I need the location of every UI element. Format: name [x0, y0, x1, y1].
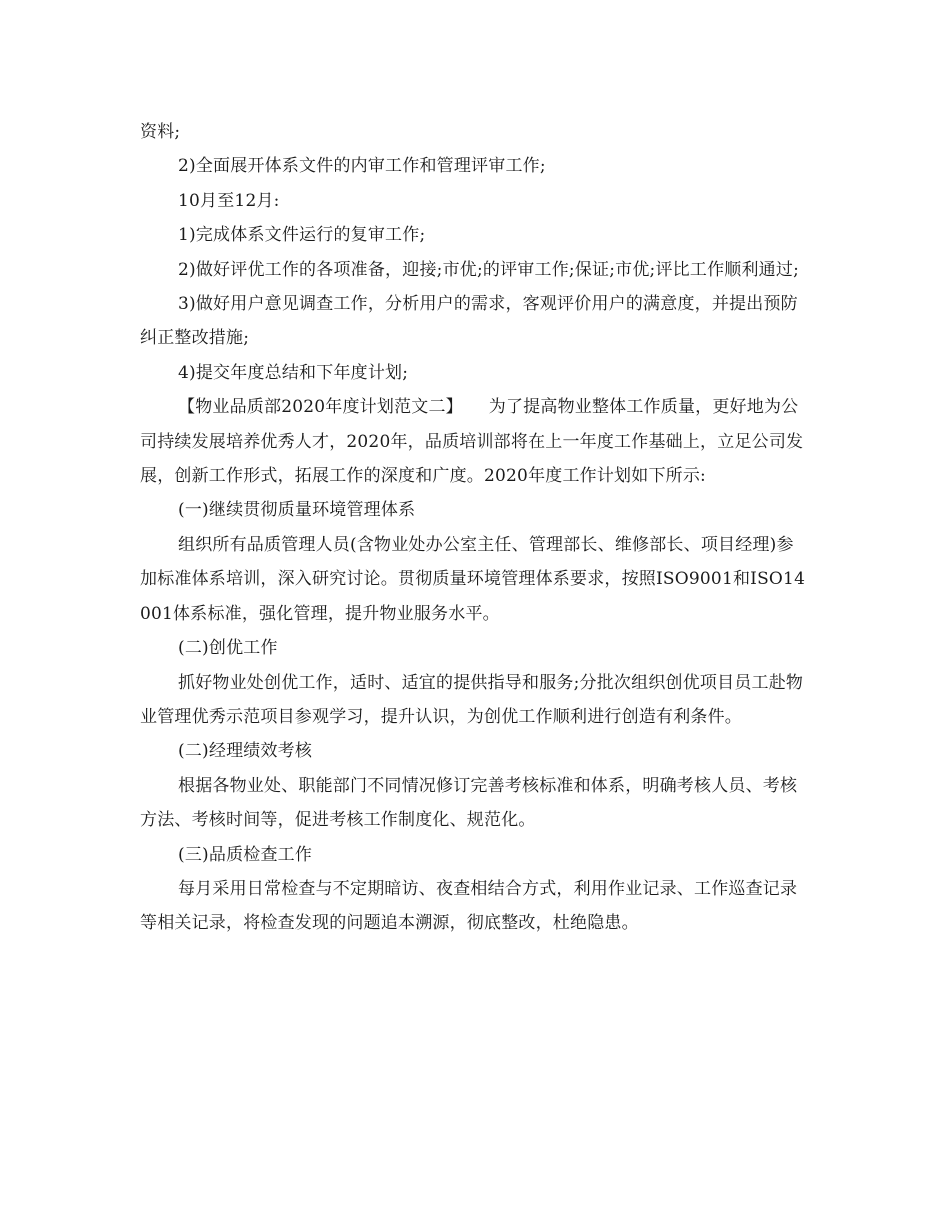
- paragraph: 1)完成体系文件运行的复审工作;: [178, 225, 426, 246]
- paragraph: 资料;: [140, 122, 181, 142]
- section-heading: (二)经理绩效考核: [178, 741, 313, 762]
- paragraph: 组织所有品质管理人员(含物业处办公室主任、管理部长、维修部长、项目经理)参加标准体系培训，深入研究讨论。贯彻质量环境管理体系要求，按照ISO9001和ISO14001体系标准，强化管理，提升物业服务水平。: [140, 534, 806, 624]
- section-heading: (三)品质检查工作: [178, 844, 313, 865]
- paragraph: 抓好物业处创优工作，适时、适宜的提供指导和服务;分批次组织创优项目员工赴物业管理优秀示范项目参观学习，提升认识，为创优工作顺利进行创造有利条件。: [140, 672, 804, 727]
- paragraph: 【物业品质部2020年度计划范文二】 为了提高物业整体工作质量，更好地为公司持续发展培养优秀人才，2020年，品质培训部将在上一年度工作基础上，立足公司发展，创新工作形式，拓展工作的深度和广度。2020年度工作计划如下所示:: [140, 397, 804, 487]
- paragraph: 根据各物业处、职能部门不同情况修订完善考核标准和体系，明确考核人员、考核方法、考核时间等，促进考核工作制度化、规范化。: [140, 775, 798, 831]
- paragraph: 2)全面展开体系文件的内审工作和管理评审工作;: [178, 156, 546, 177]
- paragraph: 3)做好用户意见调查工作，分析用户的需求，客观评价用户的满意度，并提出预防纠正整改措施;: [140, 294, 798, 349]
- paragraph: 4)提交年度总结和下年度计划;: [178, 362, 409, 383]
- paragraph: 每月采用日常检查与不定期暗访、夜查相结合方式，利用作业记录、工作巡查记录等相关记录，将检查发现的问题追本溯源，彻底整改，杜绝隐患。: [140, 878, 798, 934]
- document-body: [140, 115, 808, 941]
- paragraph: 2)做好评优工作的各项准备，迎接;市优;的评审工作;保证;市优;评比工作顺利通过;: [178, 259, 800, 280]
- section-heading: (二)创优工作: [178, 638, 278, 659]
- section-heading: (一)继续贯彻质量环境管理体系: [178, 500, 416, 521]
- paragraph: 10月至12月:: [178, 190, 280, 211]
